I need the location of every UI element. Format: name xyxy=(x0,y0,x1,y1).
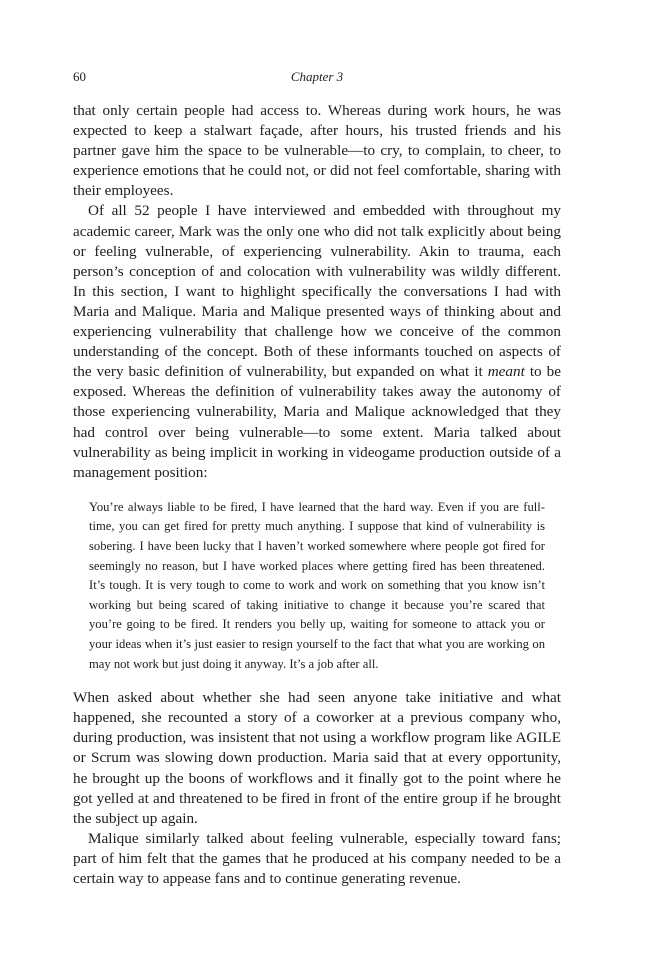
paragraph-malique: Malique similarly talked about feeling vulnerable, especially toward fans; part of him felt that the games that he produced at his company needed to be a certain way to appease fans and to continue generating revenue. xyxy=(73,829,561,887)
paragraph-text-end: to be exposed. Whereas the definition of vulnerability takes away the autonomy of those experiencing vulnerability, Maria and Malique acknowledged that they had control over being vulnerable—to some extent. Maria talked about vulnerability as being implicit in working in videogame production outside of a management position: xyxy=(73,363,561,481)
block-quote xyxy=(89,498,545,674)
paragraph-vulnerability-intro xyxy=(73,201,561,482)
running-head xyxy=(73,69,561,87)
chapter-title: Chapter 3 xyxy=(290,69,344,84)
paragraph-continued: that only certain people had access to. Whereas during work hours, he was expected to keep a stalwart façade, after hours, his trusted friends and his partner gave him the space to be vulnerable—to cry, to complain, to cheer, to experience emotions that he could not, or did not feel comfortable, sharing with their employees. xyxy=(73,102,561,200)
paragraph-text-start: Of all 52 people I have interviewed and embedded with throughout my academic career, Mark was the only one who did not talk explicitly about being or feeling vulnerable, of experiencing vulnerability. Akin to trauma, each person’s conception of and colocation with vulnerability was wildly different. In this section, I want to highlight specifically the conversations I had with Maria and Malique. Maria and Malique presented ways of thinking about and experiencing vulnerability that challenge how we conceive of the common understanding of the concept. Both of these informants touched on aspects of the very basic definition of vulnerability, but expanded on what it xyxy=(73,202,561,381)
body-text xyxy=(73,101,561,889)
emphasized-word: meant xyxy=(487,363,525,381)
block-quote-text: You’re always liable to be fired, I have learned that the hard way. Even if you are full-time, you can get fired for pretty much anything. I suppose that kind of vulnerability is sobering. I have been lucky that I haven’t worked somewhere where people got fired for seemingly no reason, but I have worked places where getting fired has been threatened. It’s tough. It is very tough to come to work and work on something that you know isn’t working but being scared of taking initiative to change it because you’re scared that you’re going to be fired. It renders you belly up, waiting for someone to attack you or your ideas when it’s just easier to resign yourself to the fact that what you are working on may not work but just doing it anyway. It’s a job after all. xyxy=(89,499,545,671)
page-number: 60 xyxy=(73,69,86,84)
paragraph-coworker-story: When asked about whether she had seen anyone take initiative and what happened, she recounted a story of a coworker at a previous company who, during production, was insistent that not using a workflow program like AGILE or Scrum was slowing down production. Maria said that at every opportunity, he brought up the boons of workflows and it finally got to the point where he got yelled at and threatened to be fired in front of the entire group if he brought the subject up again. xyxy=(73,689,561,827)
book-page xyxy=(73,0,561,975)
